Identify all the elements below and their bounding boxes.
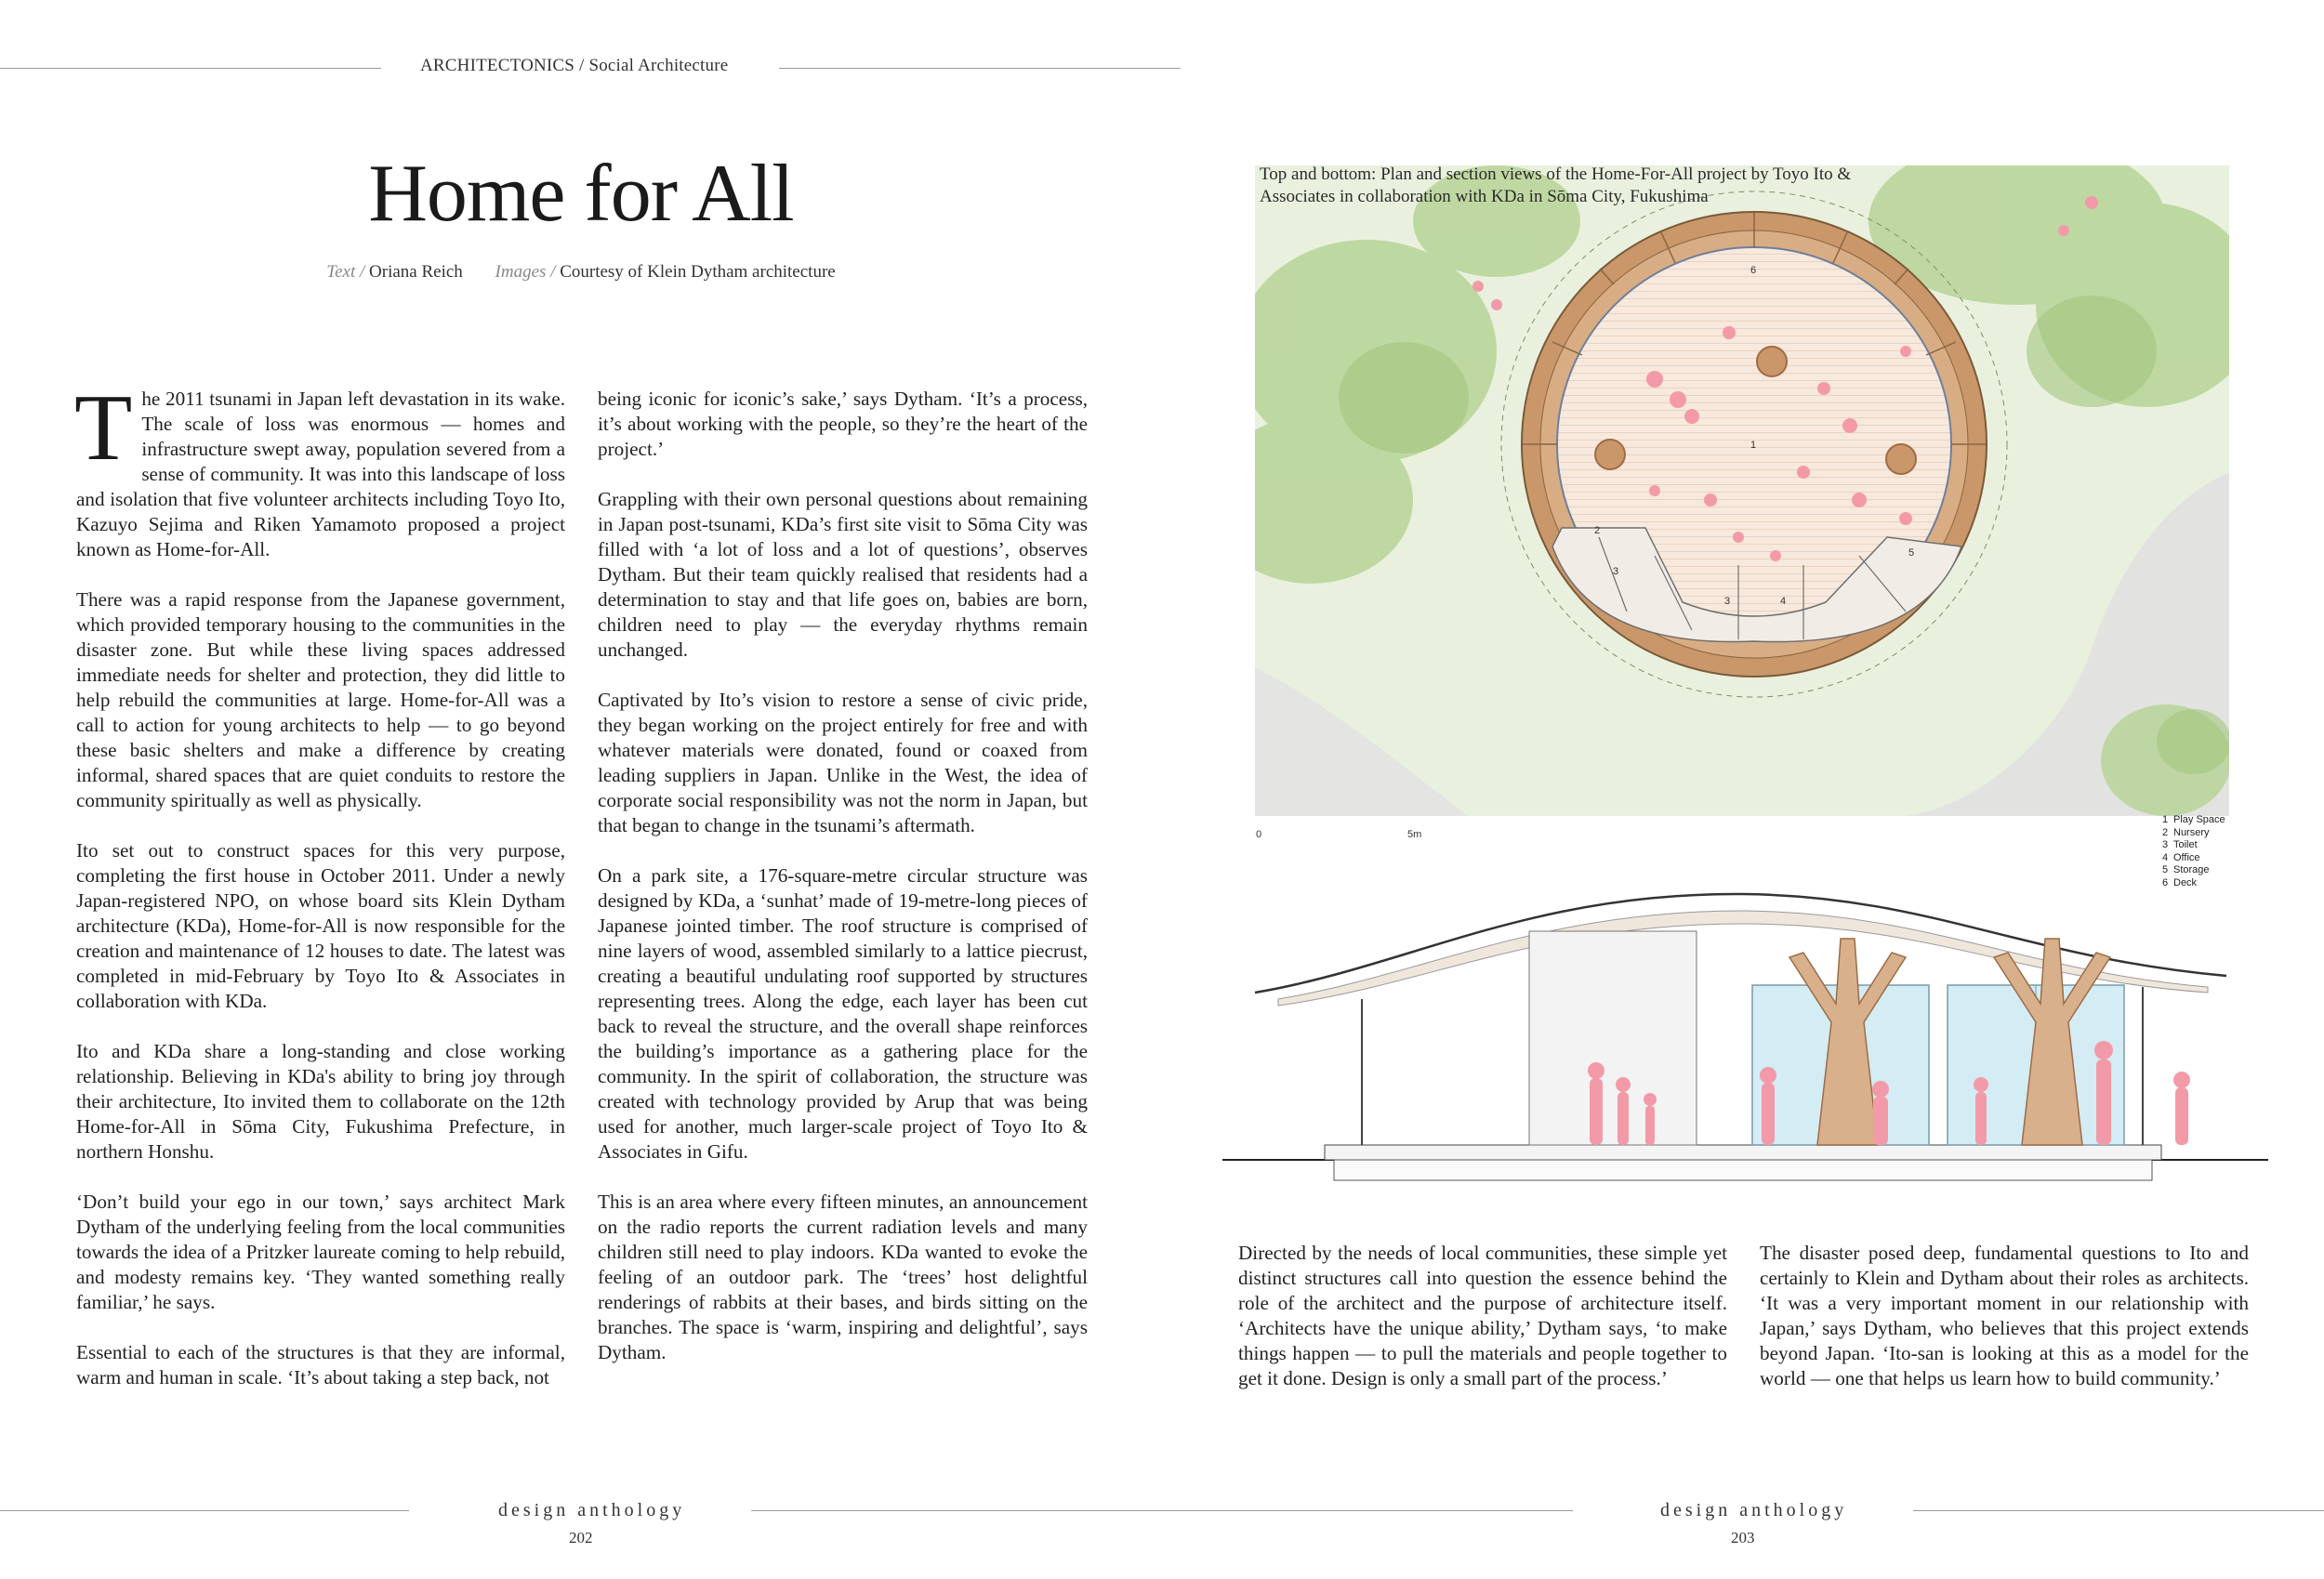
figure-caption: Top and bottom: Plan and section views of the Home-For-All project by Toyo Ito & Associates in collaboration with KDa in Sōma City, Fukushima: [1260, 164, 1852, 206]
text-credit-label: Text /: [326, 262, 365, 282]
header-rule-left: [0, 68, 381, 69]
room-number: 3: [1724, 596, 1731, 607]
images-credit-label: Images /: [495, 262, 556, 282]
room-number: 5: [1908, 547, 1915, 559]
plan-legend: [2162, 814, 2225, 889]
paragraph: [74, 375, 565, 562]
article-credits: [0, 262, 1162, 283]
paragraph: Ito and KDa share a long-standing and close working relationship. Believing in KDa's ability to bring joy through their architecture, Ito invited them to collaborate on the 12th Home-for-All in Sōma City, Fukushima Prefecture, in northern Honshu.: [76, 1040, 565, 1163]
paragraph: The disaster posed deep, fundamental questions to Ito and certainly to Klein and Dytham about their roles as architects. ‘It was a very important moment in our relationship with Japan,’ says Dytham, who believes that this project extends beyond Japan. ‘Ito-san is looking at this as a model for the world — one that helps us learn how to build community.’: [1760, 1242, 2249, 1389]
paragraph: This is an area where every fifteen minutes, an announcement on the radio reports the current radiation levels and many children still need to play indoors. KDa wanted to evoke the feeling of an outdoor park. The ‘trees’ host delightful renderings of rabbits at their bases, and birds sitting on the branches. The space is ‘warm, inspiring and delightful’, says Dytham.: [598, 1191, 1088, 1363]
plan-view-drawing: [1255, 165, 2229, 816]
body-column-2: [598, 387, 1088, 1390]
header-rule-right: [779, 68, 1181, 69]
paragraph-text: he 2011 tsunami in Japan left devastation in its wake. The scale of loss was enormous — homes and infrastructure swept away, population severed from a sense of community. It was into this landscape of loss and isolation that five volunteer architects including Toyo Ito, Kazuyo Sejima and Riken Yamamoto proposed a project known as Home-for-All.: [76, 388, 565, 560]
body-column-4: [1760, 1241, 2249, 1416]
paragraph: Essential to each of the structures is that they are informal, warm and human in scale. ‘It’s about taking a step back, not: [76, 1341, 565, 1388]
paragraph: Captivated by Ito’s vision to restore a sense of civic pride, they began working on the project entirely for free and with whatever materials were donated, found or coaxed from leading suppliers in Japan. Unlike in the West, the idea of corporate social responsibility was not the norm in Japan, but that began to change in the tsunami’s aftermath.: [598, 689, 1088, 836]
room-number: 3: [1613, 566, 1619, 577]
scale-start-label: 0: [1256, 829, 1262, 840]
room-number: 4: [1780, 596, 1787, 607]
body-column-1: [74, 375, 565, 1415]
paragraph: being iconic for iconic’s sake,’ says Dytham. ‘It’s a process, it’s about working with the people, so they’re the heart of the project.’: [598, 388, 1088, 460]
paragraph: ‘Don’t build your ego in our town,’ says architect Mark Dytham of the underlying feeling from the local communities towards the idea of a Pritzker laureate coming to help rebuild, and modesty remains key. ‘They wanted something really familiar,’ he says.: [76, 1191, 565, 1313]
room-number: 2: [1594, 525, 1601, 536]
footer-brand-right: design anthology: [1660, 1500, 1848, 1520]
room-number: 1: [1750, 440, 1757, 451]
drop-cap: T: [74, 375, 133, 480]
legend-item: 6 Deck: [2162, 876, 2198, 888]
page-number-right: 203: [1731, 1529, 1755, 1546]
footer-brand-left: design anthology: [498, 1500, 686, 1520]
room-number: 6: [1750, 265, 1757, 276]
legend-item: 5 Storage: [2162, 864, 2210, 875]
images-credit: Courtesy of Klein Dytham architecture: [560, 262, 836, 282]
author-name: Oriana Reich: [369, 262, 463, 282]
paragraph: Grappling with their own personal questions about remaining in Japan post-tsunami, KDa’s first site visit to Sōma City was filled with ‘a lot of loss and a lot of questions’, observes Dytham. But their team quickly realised that residents had a determination to stay and that life goes on, babies are born, children need to play — the everyday rhythms remain unchanged.: [598, 488, 1088, 661]
paragraph: Directed by the needs of local communities, these simple yet distinct structures call into question the essence behind the role of the architect and the purpose of architecture itself. ‘Architects have the unique ability,’ Dytham says, ‘to make things happen — to pull the materials and people together to get it done. Design is only a small part of the process.’: [1238, 1242, 1727, 1389]
footer-rule-right: [1913, 1510, 2324, 1511]
legend-item: 2 Nursery: [2162, 826, 2210, 838]
page-number-left: 202: [569, 1529, 593, 1546]
body-column-3: [1238, 1241, 1727, 1416]
legend-item: 4 Office: [2162, 851, 2200, 863]
paragraph: On a park site, a 176-square-metre circular structure was designed by KDa, a ‘sunhat’ made of 19-metre-long pieces of Japanese jointed timber. The roof structure is comprised of nine layers of wood, assembled similarly to a lattice piecrust, creating a beautiful undulating roof supported by structures representing trees. Along the edge, each layer has been cut back to reveal the structure, and the overall shape reinforces the building’s importance as a gathering place for the community. In the spirit of collaboration, the structure was created with technology provided by Arup that was being used for another, much larger-scale project of Toyo Ito & Associates in Gifu.: [598, 864, 1088, 1163]
section-view-drawing: [1222, 883, 2268, 1204]
article-title: Home for All: [368, 149, 794, 239]
legend-item: 1 Play Space: [2162, 814, 2225, 825]
footer-rule-left: [0, 1510, 409, 1511]
paragraph: Ito set out to construct spaces for this very purpose, completing the first house in October 2011. Under a newly Japan-registered NPO, on whose board sits Klein Dytham architecture (KDa), Home-for-All is now responsible for the creation and maintenance of 12 houses to date. The latest was completed in mid-February by Toyo Ito & Associates in collaboration with KDa.: [76, 839, 565, 1012]
legend-item: 3 Toilet: [2162, 839, 2198, 850]
scale-end-label: 5m: [1407, 829, 1422, 840]
section-label: ARCHITECTONICS / Social Architecture: [420, 56, 729, 75]
footer-rule-center: [751, 1510, 1573, 1511]
paragraph: There was a rapid response from the Japanese government, which provided temporary housing to the communities in the disaster zone. But while these living spaces addressed immediate needs for shelter and protection, they did little to help rebuild the communities at large. Home-for-All was a call to action for young architects to help — to go beyond these basic shelters and make a difference by creating informal, shared spaces that are quiet conduits to restore the community spiritually as well as physically.: [76, 588, 565, 811]
